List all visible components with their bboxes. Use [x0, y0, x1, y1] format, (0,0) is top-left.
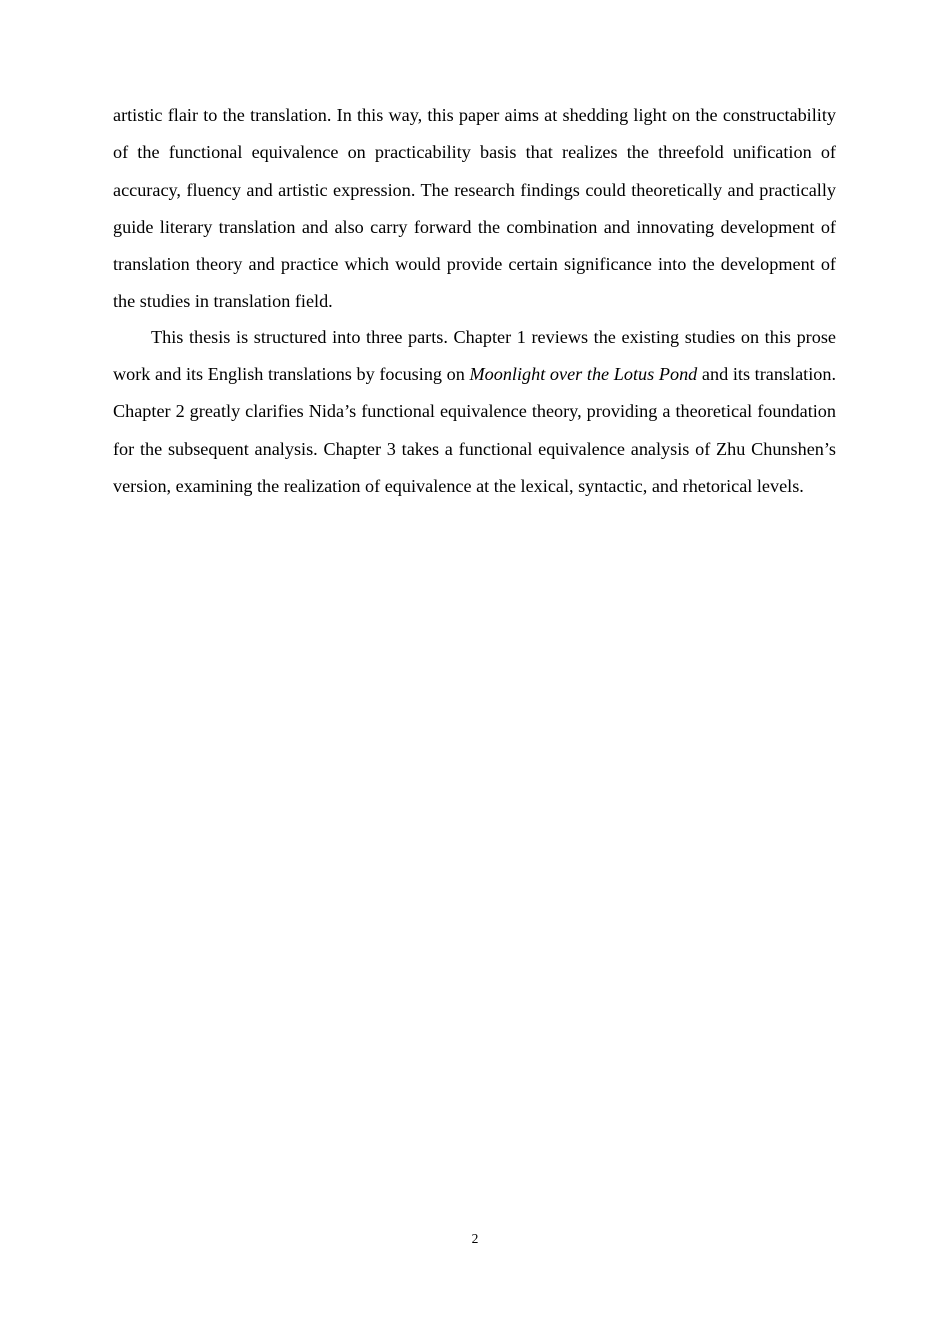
page-number: 2: [471, 1231, 479, 1246]
paragraph-thesis-structure: [113, 319, 836, 505]
paragraph-continuation: artistic flair to the translation. In this way, this paper aims at shedding light on the constructability of the functional equivalence on practicability basis that realizes the threefold unification of accuracy, fluency and artistic expression. The research findings could theoretically and practically guide literary translation and also carry forward the combination and innovating development of translation theory and practice which would provide certain significance into the development of the studies in translation field.: [113, 105, 836, 312]
paragraph-text-before-title: This thesis is structured into three parts. Chapter 1 reviews the existing studies on this prose work and its English translations by focusing on: [113, 326, 836, 385]
work-title-italic: Moonlight over the Lotus Pond: [469, 364, 698, 385]
body-text: [113, 97, 836, 505]
paragraph-text-after-title: and its translation. Chapter 2 greatly clarifies Nida’s functional equivalence theory, providing a theoretical foundation for the subsequent analysis. Chapter 3 takes a functional equivalence analysis of Zhu Chunshen’s version, examining the realization of equivalence at the lexical, syntactic, and rhetorical levels.: [113, 364, 836, 496]
